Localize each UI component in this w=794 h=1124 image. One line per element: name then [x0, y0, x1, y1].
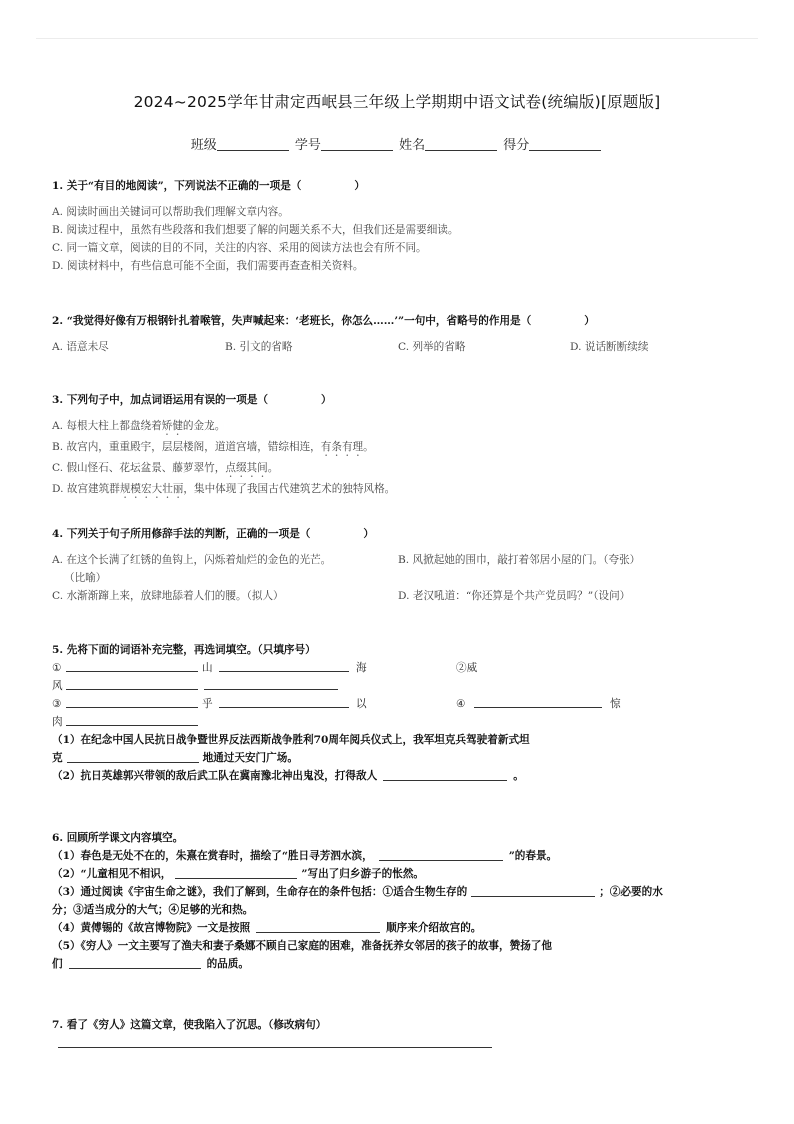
option-d[interactable]: D. 说话断断续续 — [570, 341, 649, 353]
question-5: 5. 先将下面的词语补充完整，再选词填空。（只填序号） ① 山 海 ②威 风 ③ 乎 以 ④ 惊 肉 （1）在纪念中国人民抗日战争暨世界反法西斯战争胜利70周年阅兵仪式上，我军坦克兵驾驶着新式坦 克 地通过天安门广场。 （2）抗日英雄郭兴带领的敌后武工队在冀南豫北神出鬼没，打得敌人 。 — [52, 641, 752, 785]
fill-blank[interactable] — [66, 659, 198, 672]
fill-blank[interactable] — [379, 848, 503, 861]
option-a[interactable]: A. 在这个长满了红锈的鱼钩上，闪烁着灿烂的金色的光芒。 — [52, 554, 332, 566]
fill-blank[interactable] — [474, 695, 602, 708]
fill-blank[interactable] — [219, 659, 349, 672]
option-d[interactable]: D. 老汉吼道：“你还算是个共产党员吗？”（设问） — [398, 590, 631, 602]
dotted-word: 点缀其间 — [225, 462, 268, 474]
fill-line-2: （2）“儿童相见不相识， ”写出了归乡游子的怅然。 — [52, 868, 425, 880]
fill-line-4: （4）黄傅锡的《故宫博物院》一文是按照 顺序来介绍故宫的。 — [52, 922, 482, 934]
fill-line-3: （3）通过阅读《宇宙生命之谜》，我们了解到，生命存在的条件包括：①适合生物生存的 ；②必要的水 — [52, 886, 663, 898]
option-c[interactable]: C. 假山怪石、花坛盆景、藤萝翠竹，点缀其间。 — [52, 462, 279, 474]
dotted-word: 规模宏大壮丽 — [119, 483, 184, 495]
question-2 — [52, 312, 752, 356]
question-stem: 1. 关于“有目的地阅读”，下列说法不正确的一项是（ ） — [52, 180, 365, 192]
dotted-word: 矫健 — [161, 420, 183, 432]
option-d[interactable]: D. 故宫建筑群规模宏大壮丽，集中体现了我国古代建筑艺术的独特风格。 — [52, 483, 396, 495]
question-stem: 2. “我觉得好像有万根钢针扎着喉管，失声喊起来：‘老班长，你怎么……’”一句中，省略号的作用是（ ） — [52, 315, 595, 327]
option-b[interactable]: B. 阅读过程中，虽然有些段落和我们想要了解的问题关系不大，但我们还是需要细读。 — [52, 224, 459, 236]
fill-blank[interactable] — [66, 713, 198, 726]
answer-line[interactable] — [58, 1047, 492, 1048]
fill-line-5-cont: 们 的品质。 — [52, 958, 249, 970]
question-stem: 5. 先将下面的词语补充完整，再选词填空。（只填序号） — [52, 644, 316, 656]
fill-blank[interactable] — [219, 695, 349, 708]
option-b[interactable]: B. 风掀起她的围巾，敲打着邻居小屋的门。（夸张） — [398, 554, 641, 566]
fill-blank[interactable] — [383, 768, 507, 781]
fill-line-1: （1）春色是无处不在的，朱熹在赏春时，描绘了“胜日寻芳泗水滨， ”的春景。 — [52, 850, 558, 862]
option-a[interactable]: A. 语意未尽 — [52, 341, 109, 353]
option-a-cont: （比喻） — [64, 572, 107, 584]
id-label: 学号 — [294, 138, 321, 153]
name-blank[interactable] — [425, 150, 497, 151]
option-c[interactable]: C. 列举的省略 — [398, 341, 466, 353]
option-a[interactable]: A. 每根大柱上都盘绕着矫健的金龙。 — [52, 420, 226, 432]
option-c[interactable]: C. 同一篇文章，阅读的目的不同，关注的内容、采用的阅读方法也会有所不同。 — [52, 242, 427, 254]
fill-line-3-cont: 分；③适当成分的大气；④足够的光和热。 — [52, 904, 254, 916]
fill-blank[interactable] — [471, 884, 595, 897]
option-b[interactable]: B. 故宫内，重重殿宇，层层楼阁，道道宫墙，错综相连，有条有理。 — [52, 441, 374, 453]
fill-blank[interactable] — [66, 677, 198, 690]
fill-blank[interactable] — [66, 695, 198, 708]
question-4 — [52, 525, 752, 605]
question-1 — [52, 177, 459, 275]
page-title: 2024~2025学年甘肃定西岷县三年级上学期期中语文试卷(统编版)[原题版] — [133, 93, 661, 111]
dotted-word: 有条有理 — [320, 441, 364, 453]
student-info-line — [0, 134, 794, 153]
name-label: 姓名 — [399, 138, 426, 153]
question-stem: 3. 下列句子中，加点词语运用有误的一项是（ ） — [52, 394, 332, 406]
fill-blank[interactable] — [204, 677, 338, 690]
sentence-1: （1）在纪念中国人民抗日战争暨世界反法西斯战争胜利70周年阅兵仪式上，我军坦克兵驾驶着新式坦 — [52, 734, 530, 746]
fill-blank[interactable] — [69, 956, 201, 969]
class-blank[interactable] — [217, 150, 289, 151]
option-c[interactable]: C. 水渐渐蹿上来，放肆地舔着人们的腰。（拟人） — [52, 590, 284, 602]
fill-blank[interactable] — [256, 920, 380, 933]
fill-blank[interactable] — [175, 866, 297, 879]
question-stem: 4. 下列关于句子所用修辞手法的判断，正确的一项是（ ） — [52, 528, 374, 540]
question-7 — [52, 1016, 326, 1034]
score-label: 得分 — [503, 138, 530, 153]
option-b[interactable]: B. 引文的省略 — [225, 341, 293, 353]
option-a[interactable]: A. 阅读时画出关键词可以帮助我们理解文章内容。 — [52, 206, 289, 218]
fill-blank[interactable] — [67, 750, 199, 763]
question-3 — [52, 391, 395, 501]
option-d[interactable]: D. 阅读材料中，有些信息可能不全面，我们需要再查查相关资料。 — [52, 260, 364, 272]
fill-line-5: （5）《穷人》一文主要写了渔夫和妻子桑娜不顾自己家庭的困难，准备抚养女邻居的孩子的故事，赞扬了他 — [52, 940, 552, 952]
class-label: 班级 — [190, 138, 217, 153]
id-blank[interactable] — [321, 150, 393, 151]
question-6 — [52, 829, 752, 973]
question-stem: 6. 回顾所学课文内容填空。 — [52, 832, 184, 844]
sentence-2: （2）抗日英雄郭兴带领的敌后武工队在冀南豫北神出鬼没，打得敌人 。 — [52, 770, 524, 782]
question-stem: 7. 看了《穷人》这篇文章，使我陷入了沉思。（修改病句） — [52, 1019, 327, 1031]
header-divider — [36, 38, 758, 39]
sentence-1-cont: 克 地通过天安门广场。 — [52, 752, 298, 764]
score-blank[interactable] — [529, 150, 601, 151]
